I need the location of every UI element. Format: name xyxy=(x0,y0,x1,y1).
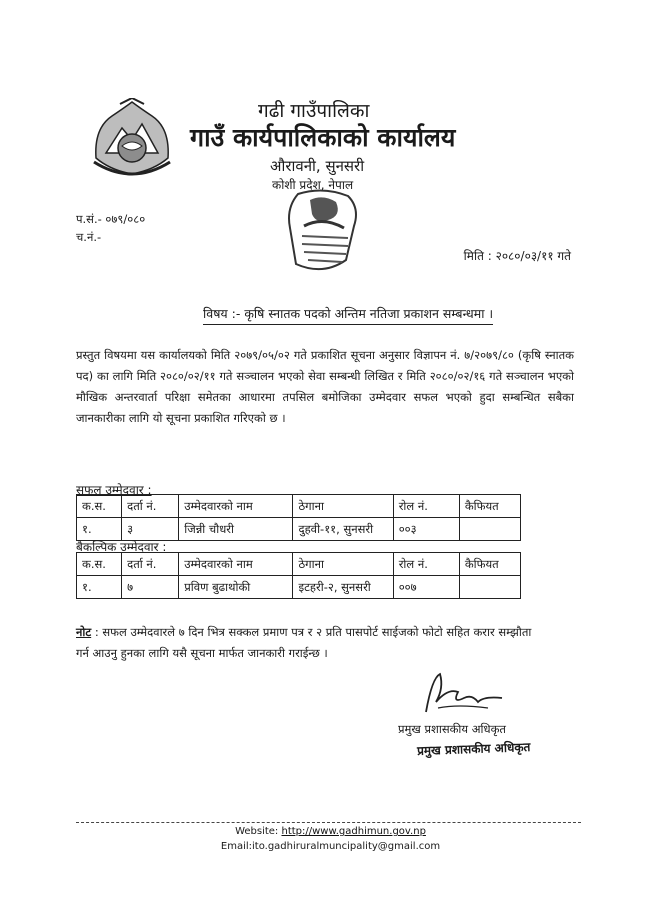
table-header-row xyxy=(77,553,521,576)
note-label: नोट xyxy=(76,625,92,639)
col-header: उम्मेदवारको नाम xyxy=(179,495,293,518)
header-line-1: गढी गाउँपालिका xyxy=(258,100,370,122)
col-header: क.स. xyxy=(77,553,122,576)
office-seal-icon xyxy=(268,186,378,278)
website-link[interactable]: http://www.gadhimun.gov.np xyxy=(281,826,426,837)
footer-divider xyxy=(76,822,581,823)
signatory-stamp: प्रमुख प्रशासकीय अधिकृत xyxy=(416,740,531,758)
cell-reg-no: ७ xyxy=(122,576,179,599)
header-office-title: गाउँ कार्यपालिकाको कार्यालय xyxy=(190,123,456,152)
col-header: दर्ता नं. xyxy=(122,553,179,576)
reference-number: प.सं.- ०७९/०८० xyxy=(76,212,146,226)
cell-address: इटहरी-२, सुनसरी xyxy=(293,576,393,599)
dispatch-number: च.नं.- xyxy=(76,230,102,244)
successful-label: सफल उम्मेदवार : xyxy=(76,483,152,497)
col-header: कैफियत xyxy=(459,553,520,576)
note-text: : सफल उम्मेदवारले ७ दिन भित्र सक्कल प्रमाण पत्र र २ प्रति पासपोर्ट साईजको फोटो सहित करार सम्झौता गर्न आउनु हुनका लागि यसै सूचना मार्फत जानकारी गराईन्छ । xyxy=(76,625,532,660)
col-header: ठेगाना xyxy=(293,553,393,576)
col-header: क.स. xyxy=(77,495,122,518)
signature-icon xyxy=(418,668,508,718)
cell-sn: १. xyxy=(77,576,122,599)
cell-roll-no: ००३ xyxy=(393,518,459,541)
nepal-emblem-icon xyxy=(84,98,180,184)
header-address: औरावनी, सुनसरी xyxy=(270,157,365,175)
alternate-table xyxy=(76,552,521,599)
website-label: Website: xyxy=(235,826,279,837)
cell-roll-no: ००७ xyxy=(393,576,459,599)
cell-remarks xyxy=(459,576,520,599)
header-province: कोशी प्रदेश, नेपाल xyxy=(272,178,354,192)
cell-name: प्रविण बुढाथोकी xyxy=(179,576,293,599)
successful-table xyxy=(76,494,521,541)
cell-reg-no: ३ xyxy=(122,518,179,541)
col-header: रोल नं. xyxy=(393,495,459,518)
table-row xyxy=(77,576,521,599)
col-header: कैफियत xyxy=(459,495,520,518)
col-header: दर्ता नं. xyxy=(122,495,179,518)
notice-note xyxy=(76,622,546,664)
notice-subject: विषय :- कृषि स्नातक पदको अन्तिम नतिजा प्रकाशन सम्बन्धमा । xyxy=(203,305,493,325)
cell-name: जिन्नी चौधरी xyxy=(179,518,293,541)
cell-sn: १. xyxy=(77,518,122,541)
col-header: उम्मेदवारको नाम xyxy=(179,553,293,576)
notice-date: मिति : २०८०/०३/११ गते xyxy=(463,249,571,263)
cell-address: दुहवी-११, सुनसरी xyxy=(293,518,393,541)
footer-email[interactable]: Email:ito.gadhiruralmuncipality@gmail.com xyxy=(220,841,441,852)
signatory-title: प्रमुख प्रशासकीय अधिकृत xyxy=(398,722,506,736)
cell-remarks xyxy=(459,518,520,541)
col-header: रोल नं. xyxy=(393,553,459,576)
table-header-row xyxy=(77,495,521,518)
footer-website xyxy=(0,826,661,837)
col-header: ठेगाना xyxy=(293,495,393,518)
notice-body: प्रस्तुत विषयमा यस कार्यालयको मिति २०७९/०५/०२ गते प्रकाशित सूचना अनुसार विज्ञापन नं. ७/२०७९/८० (कृषि स्नातक पद) का लागि मिति २०८०/०२/११ गते सञ्चालन भएको सेवा सम्बन्धी लिखित र मिति २०८०/०२/१६ गते सञ्चालन भएको मौखिक अन्तरवार्ता परिक्षा समेतका आधारमा तपसिल बमोजिका उम्मेदवार सफल भएको हुदा सम्बन्धित सबैका जानकारीका लागि यो सूचना प्रकाशित गरिएको छ । xyxy=(76,348,574,425)
alternate-label: बैकल्पिक उम्मेदवार : xyxy=(76,540,167,554)
